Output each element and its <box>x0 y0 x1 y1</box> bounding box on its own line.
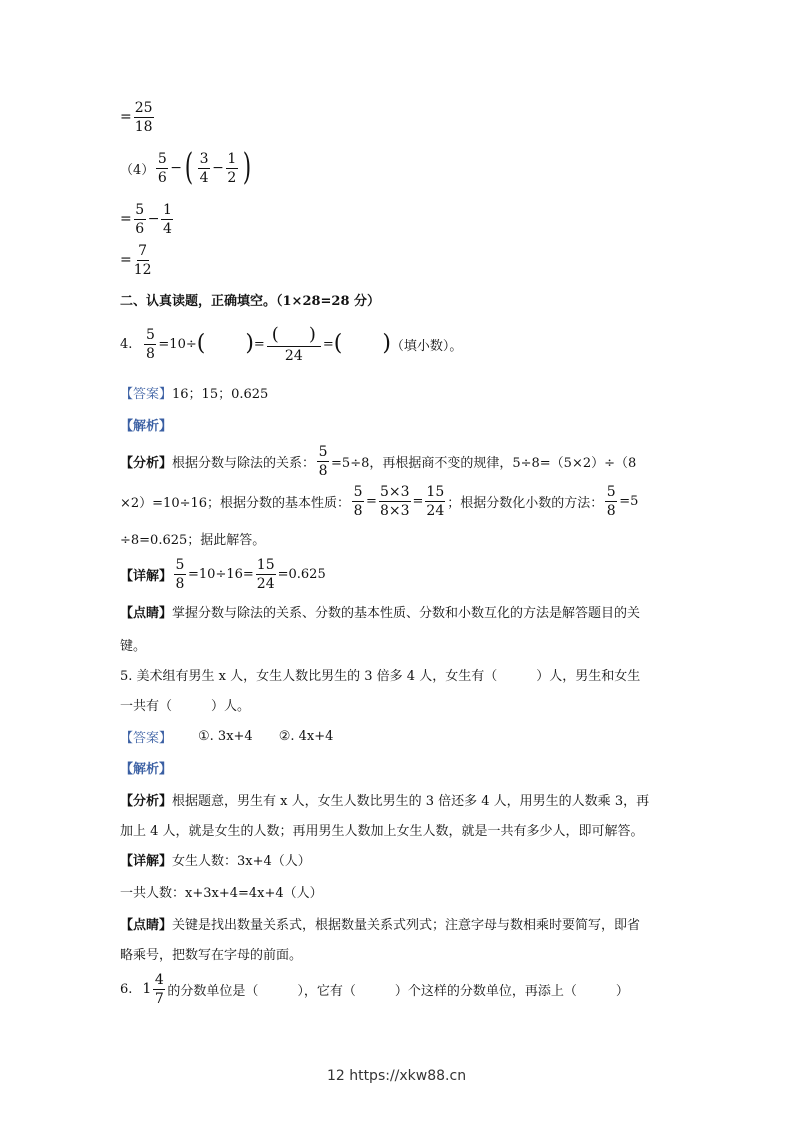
numerator: 4 <box>154 971 164 988</box>
minus-sign: − <box>212 160 224 176</box>
detail-text: =0.625 <box>277 566 326 582</box>
denominator: 6 <box>135 220 145 237</box>
answer-line <box>120 378 268 406</box>
equals-sign: = <box>120 109 132 125</box>
fraction <box>134 101 154 134</box>
fraction <box>198 152 210 185</box>
denominator: 8 <box>145 345 155 362</box>
fraction <box>226 152 238 185</box>
fraction <box>144 328 156 361</box>
answer-text: 16；15；0.625 <box>172 386 269 402</box>
fraction <box>317 445 329 478</box>
answer-2: ②. 4x+4 <box>278 728 334 744</box>
denominator: 7 <box>154 990 164 1007</box>
question-6 <box>120 971 629 1007</box>
analysis-text: =5÷8，再根据商不变的规律，5÷8=（5×2）÷（8 <box>331 455 637 471</box>
denominator: 8 <box>606 502 616 519</box>
numerator: 5 <box>157 150 167 167</box>
point-line-2: 略乘号，把数写在字母的前面。 <box>120 947 303 963</box>
numerator: 15 <box>426 483 445 500</box>
denominator: 24 <box>256 575 275 592</box>
denominator: 6 <box>157 169 167 186</box>
fraction <box>174 558 186 591</box>
question-5-line-1: 5. 美术组有男生 x 人，女生人数比男生的 3 倍多 4 人，女生有（ ）人，男生和女生 <box>120 668 641 684</box>
fraction <box>161 203 173 236</box>
fraction <box>156 152 168 185</box>
point-line-1 <box>120 597 640 625</box>
equals-sign: = <box>120 211 132 227</box>
blank-paren: ( <box>333 331 343 356</box>
point-text: 掌握分数与除法的关系、分数的基本性质、分数和小数互化的方法是解答题目的关 <box>172 605 641 621</box>
numerator: 5 <box>135 201 145 218</box>
equation-text: = <box>253 336 265 352</box>
minus-sign: − <box>170 160 183 176</box>
calc-line-4 <box>120 242 154 278</box>
fraction <box>425 485 445 518</box>
answer-line <box>120 722 333 750</box>
numerator: 5×3 <box>379 483 410 500</box>
numerator: 3 <box>199 150 209 167</box>
denominator: 24 <box>284 347 303 364</box>
point-tag: 【点睛】 <box>120 917 173 933</box>
denominator: 24 <box>426 502 445 519</box>
mixed-whole: 1 <box>142 981 152 997</box>
denominator: 2 <box>227 169 237 186</box>
denominator: 18 <box>134 118 153 135</box>
equals-sign: = <box>120 252 132 268</box>
fraction <box>134 244 152 277</box>
detail-line <box>120 556 326 592</box>
fraction-blank <box>267 323 321 364</box>
hint-text: （填小数）。 <box>390 338 463 354</box>
point-text: 关键是找出数量关系式，根据数量关系式列式；注意字母与数相乘时要简写，即省 <box>172 917 641 933</box>
section-heading: 二、认真读题，正确填空。（1×28=28 分） <box>120 293 381 309</box>
denominator: 4 <box>163 220 172 237</box>
fraction <box>352 485 364 518</box>
detail-tag: 【详解】 <box>120 853 173 869</box>
analysis-tag: 【分析】 <box>120 793 173 809</box>
numerator: 7 <box>138 242 148 259</box>
analysis-line-1 <box>120 785 649 813</box>
fraction <box>379 485 411 518</box>
analysis-text: 根据分数与除法的关系： <box>172 455 316 471</box>
point-tag: 【点睛】 <box>120 605 173 621</box>
page-footer: 12 https://xkw88.cn <box>326 1068 467 1084</box>
point-line-2: 键。 <box>120 638 147 654</box>
analysis-tag: 【分析】 <box>120 455 173 471</box>
denominator: 8 <box>353 502 363 519</box>
denominator: 8 <box>175 575 185 592</box>
numerator: 5 <box>606 483 616 500</box>
analysis-text: =5 <box>619 493 639 509</box>
analysis-line-1 <box>120 443 637 479</box>
question-5-line-2: 一共有（ ）人。 <box>120 698 251 714</box>
detail-text: =10÷16= <box>188 566 254 582</box>
fraction <box>153 973 165 1006</box>
equals-sign: = <box>412 493 424 509</box>
detail-text: 女生人数：3x+4（人） <box>172 853 311 869</box>
equation-text: =10÷ <box>158 336 197 352</box>
numerator: 1 <box>227 150 237 167</box>
numerator: 5 <box>175 556 185 573</box>
fraction <box>134 203 146 236</box>
numerator: 15 <box>256 556 275 573</box>
numerator-blank: ( ) <box>267 326 321 347</box>
analysis-text: 根据题意，男生有 x 人，女生人数比男生的 3 倍还多 4 人，用男生的人数乘 3，再 <box>172 793 650 809</box>
equals-sign: = <box>366 493 377 509</box>
numerator: 5 <box>145 326 155 343</box>
fraction <box>605 485 617 518</box>
analysis-line-3: ÷8=0.625；据此解答。 <box>120 532 266 548</box>
point-line-1 <box>120 909 640 937</box>
detail-tag: 【详解】 <box>120 568 173 584</box>
denominator: 8 <box>318 462 328 479</box>
minus-sign: − <box>147 211 160 227</box>
answer-1: ①. 3x+4 <box>198 728 253 744</box>
right-paren: ) <box>242 147 252 188</box>
question-number: 4. <box>120 336 133 352</box>
detail-line-1 <box>120 845 311 873</box>
denominator: 4 <box>199 169 209 186</box>
detail-line-2: 一共人数：x+3x+4=4x+4（人） <box>120 885 323 901</box>
item-label: （4） <box>120 162 155 178</box>
blank-paren: ( <box>196 331 206 356</box>
analysis-text: ；根据分数化小数的方法： <box>447 495 604 511</box>
analysis-line-2 <box>120 483 639 519</box>
left-paren: ( <box>184 147 194 188</box>
numerator: 25 <box>134 99 153 116</box>
calc-line-2 <box>120 147 254 188</box>
numerator: 5 <box>318 443 328 460</box>
answer-tag: 【答案】 <box>120 730 173 746</box>
numerator: 5 <box>353 483 363 500</box>
calc-line-3 <box>120 201 175 237</box>
blank-paren-close: ) <box>245 331 254 356</box>
question-4 <box>120 323 463 364</box>
jiexi-tag: 【解析】 <box>120 761 173 777</box>
jiexi-tag: 【解析】 <box>120 418 173 434</box>
analysis-text: ×2）=10÷16；根据分数的基本性质： <box>120 495 351 511</box>
question-number: 6. <box>120 981 133 997</box>
denominator: 8×3 <box>379 502 410 519</box>
blank-paren-close: ) <box>382 331 391 356</box>
calc-line-1 <box>120 99 156 135</box>
denominator: 12 <box>133 261 152 278</box>
fraction <box>256 558 276 591</box>
question-text: 的分数单位是（ ），它有（ ）个这样的分数单位，再添上（ ） <box>167 983 629 999</box>
answer-tag: 【答案】 <box>120 386 173 402</box>
equation-text: = <box>322 336 334 352</box>
numerator: 1 <box>163 201 172 218</box>
analysis-line-2: 加上 4 人，就是女生的人数；再用男生人数加上女生人数，就是一共有多少人，即可解答。 <box>120 823 644 839</box>
